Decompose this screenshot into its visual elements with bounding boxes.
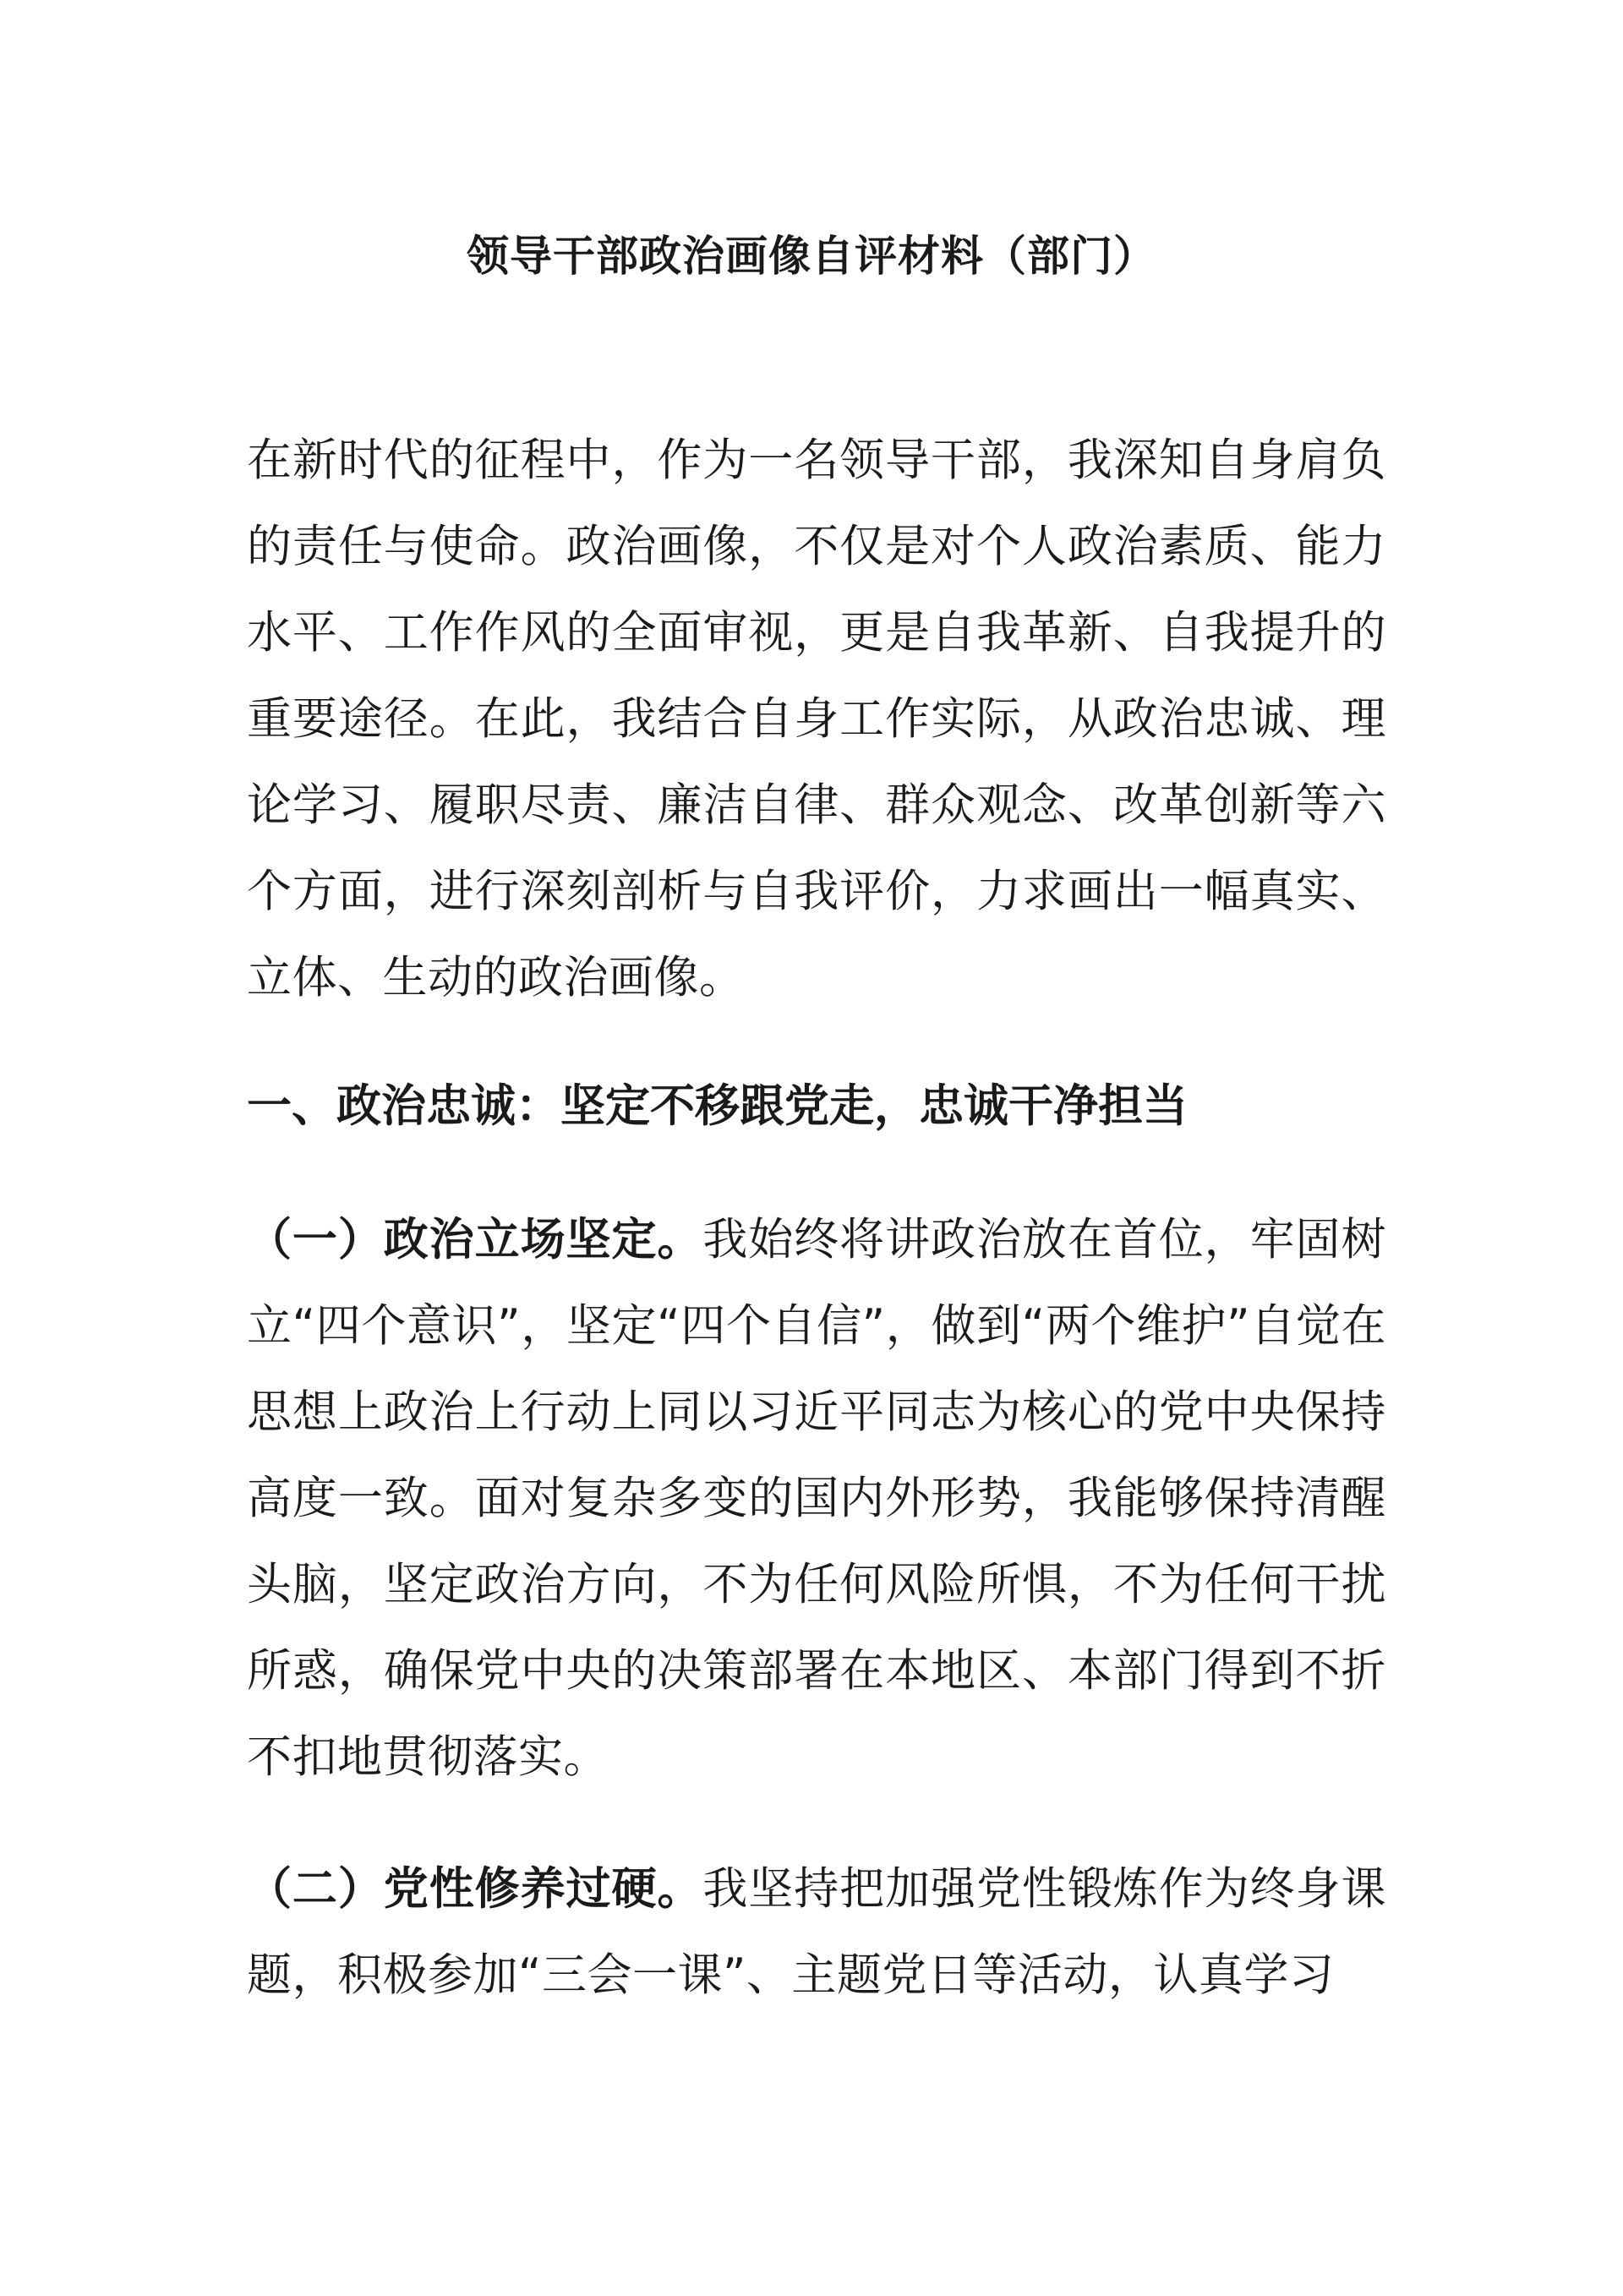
subsection-lead-political-stance: （一）政治立场坚定。 bbox=[247, 1214, 703, 1266]
document-title: 领导干部政治画像自评材料（部门） bbox=[467, 232, 1156, 281]
subsection-text-political-stance: 我始终将讲政治放在首位，牢固树立“四个意识”，坚定“四个自信”，做到“两个维护”自觉在思想上政治上行动上同以习近平同志为核心的党中央保持高度一致。面对复杂多变的国内外形势，我能够保持清醒头脑，坚定政治方向，不为任何风险所惧，不为任何干扰所惑，确保党中央的决策部署在本地区、本部门得到不折不扣地贯彻落实。 bbox=[247, 1214, 1386, 1783]
subsection-paragraph-party-spirit bbox=[247, 1846, 1386, 2019]
subsection-paragraph-political-stance bbox=[247, 1197, 1386, 1801]
intro-paragraph: 在新时代的征程中，作为一名领导干部，我深知自身肩负的责任与使命。政治画像，不仅是对个人政治素质、能力水平、工作作风的全面审视，更是自我革新、自我提升的重要途径。在此，我结合自身工作实际，从政治忠诚、理论学习、履职尽责、廉洁自律、群众观念、改革创新等六个方面，进行深刻剖析与自我评价，力求画出一幅真实、立体、生动的政治画像。 bbox=[247, 435, 1386, 1003]
subsection-text-party-spirit: 我坚持把加强党性锻炼作为终身课题，积极参加“三会一课”、主题党日等活动，认真学习 bbox=[247, 1863, 1386, 2001]
subsection-lead-party-spirit: （二）党性修养过硬。 bbox=[247, 1863, 703, 1915]
section-heading-political-loyalty: 一、政治忠诚：坚定不移跟党走，忠诚干净担当 bbox=[247, 1080, 1188, 1132]
